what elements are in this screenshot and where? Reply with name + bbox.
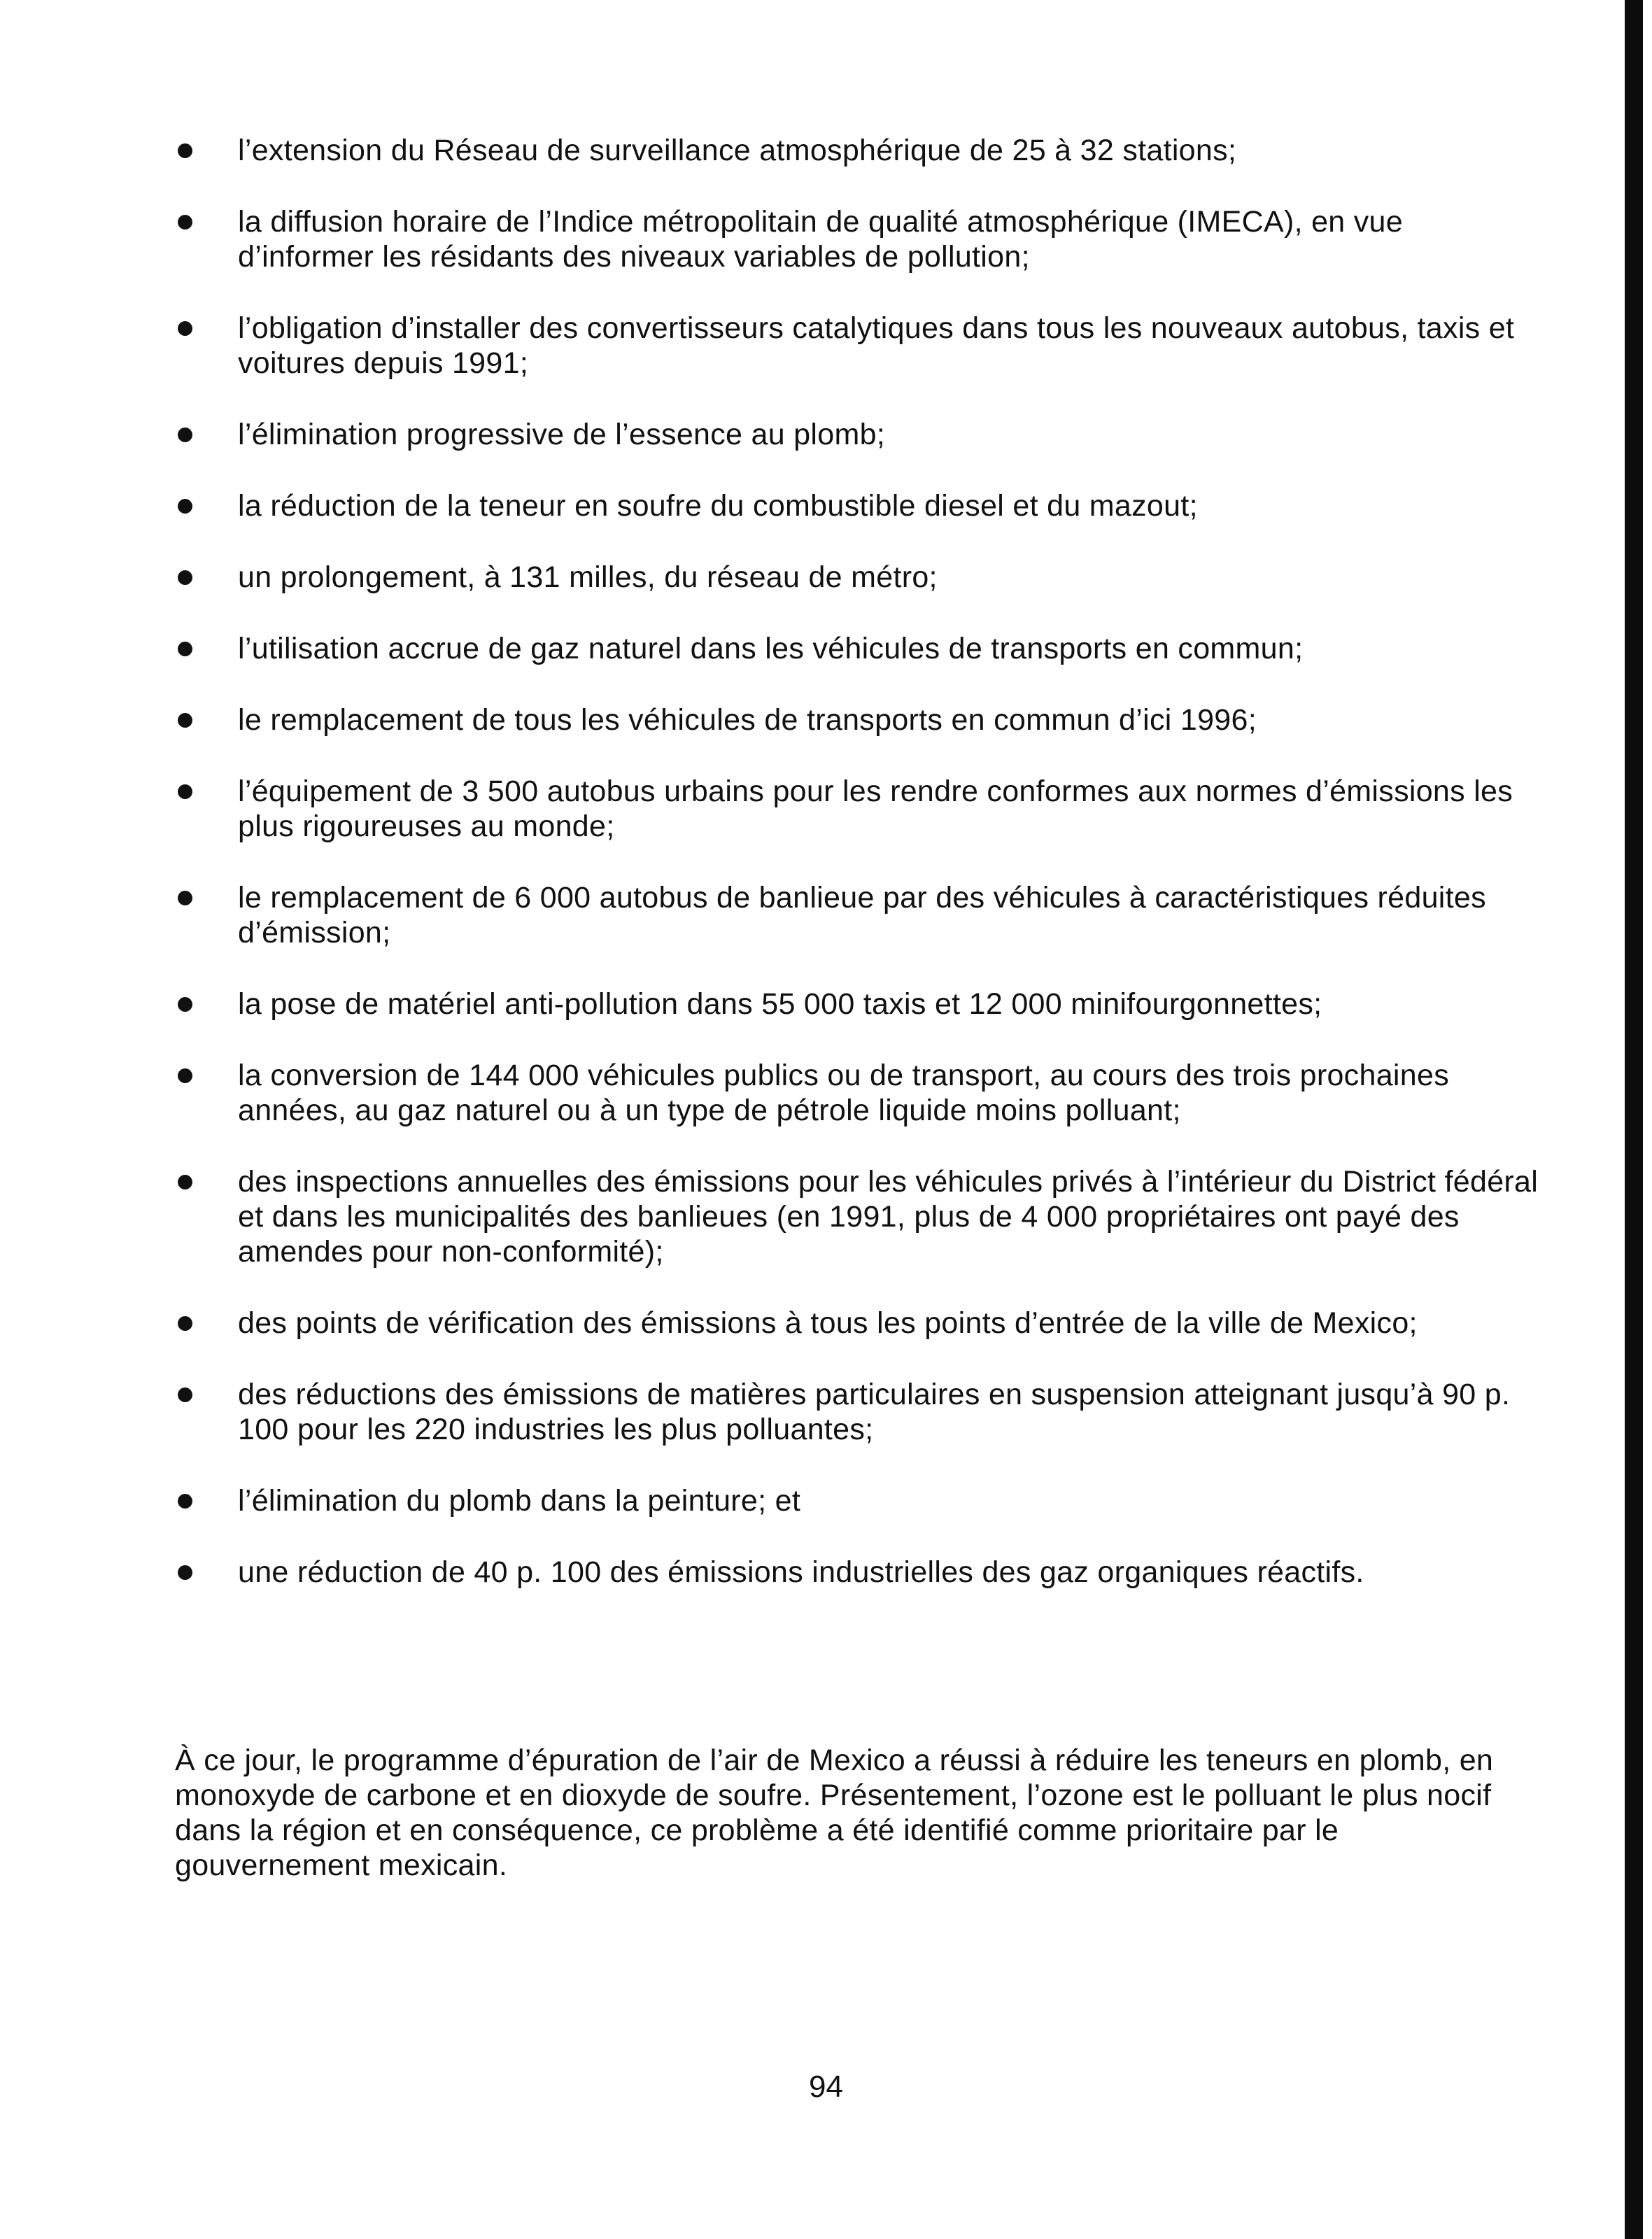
list-item-text: l’élimination progressive de l’essence au plomb;: [238, 418, 886, 451]
bullet-icon: [178, 1068, 192, 1083]
bullet-icon: [178, 642, 192, 656]
bullet-icon: [178, 1175, 192, 1189]
list-item-text: une réduction de 40 p. 100 des émissions industrielles des gaz organiques réactifs.: [238, 1555, 1364, 1589]
list-item-text: le remplacement de tous les véhicules de transports en commun d’ici 1996;: [238, 703, 1257, 737]
list-item-text: l’équipement de 3 500 autobus urbains pour les rendre conformes aux normes d’émissions les plus rigoureuses au monde;: [238, 775, 1513, 843]
bullet-icon: [178, 1316, 192, 1331]
list-item: [175, 774, 1546, 844]
list-item: [175, 488, 1546, 523]
list-item: [175, 1164, 1546, 1269]
bullet-icon: [178, 1565, 192, 1580]
list-item: [175, 880, 1546, 950]
list-item-text: la diffusion horaire de l’Indice métropolitain de qualité atmosphérique (IMECA), en vue d’informer les résidants des niveaux variables de pollution;: [238, 205, 1403, 274]
bullet-icon: [178, 428, 192, 442]
list-item: [175, 702, 1546, 737]
list-item: [175, 631, 1546, 666]
list-item: [175, 133, 1546, 168]
list-item: [175, 987, 1546, 1022]
bullet-icon: [178, 997, 192, 1012]
list-item: [175, 560, 1546, 595]
closing-paragraph: À ce jour, le programme d’épuration de l’air de Mexico a réussi à réduire les teneurs en plomb, en monoxyde de carbone et en dioxyde de soufre. Présentement, l’ozone est le polluant le plus nocif dans la région et en conséquence, ce problème a été identifié comme prioritaire par le gouvernement mexicain.: [175, 1744, 1494, 1882]
list-item-text: des réductions des émissions de matières particulaires en suspension atteignant jusqu’à 90 p. 100 pour les 220 industries les plus polluantes;: [238, 1378, 1511, 1446]
bullet-icon: [178, 321, 192, 336]
bullet-icon: [178, 215, 192, 229]
list-item-text: des points de vérification des émissions à tous les points d’entrée de la ville de Mexico;: [238, 1306, 1418, 1340]
list-item: [175, 1555, 1546, 1590]
bullet-icon: [178, 570, 192, 585]
list-item-text: la réduction de la teneur en soufre du combustible diesel et du mazout;: [238, 489, 1198, 523]
list-item-text: un prolongement, à 131 milles, du réseau de métro;: [238, 560, 938, 594]
list-item-text: l’utilisation accrue de gaz naturel dans les véhicules de transports en commun;: [238, 632, 1304, 665]
list-item: [175, 417, 1546, 452]
list-item-text: l’extension du Réseau de surveillance atmosphérique de 25 à 32 stations;: [238, 134, 1237, 167]
bullet-icon: [178, 891, 192, 905]
list-item-text: l’obligation d’installer des convertisseurs catalytiques dans tous les nouveaux autobus, taxis et voitures depuis 1991;: [238, 311, 1515, 380]
bullet-icon: [178, 1387, 192, 1402]
bullet-icon: [178, 143, 192, 158]
list-item-text: la pose de matériel anti-pollution dans 55 000 taxis et 12 000 minifourgonnettes;: [238, 987, 1322, 1021]
bullet-icon: [178, 713, 192, 728]
list-item: [175, 204, 1546, 274]
bullet-icon: [178, 784, 192, 799]
page-number: 94: [809, 2070, 843, 2104]
scan-edge-border: [1625, 0, 1643, 2239]
list-item: [175, 1058, 1546, 1128]
list-item-text: l’élimination du plomb dans la peinture; et: [238, 1484, 801, 1518]
list-item: [175, 1377, 1546, 1447]
list-item: [175, 1483, 1546, 1518]
list-item: [175, 311, 1546, 381]
list-item: [175, 1306, 1546, 1341]
list-item-text: des inspections annuelles des émissions pour les véhicules privés à l’intérieur du District fédéral et dans les municipalités des banlieues (en 1991, plus de 4 000 propriétaires ont payé des amendes pour non-conformité);: [238, 1165, 1539, 1269]
list-item-text: le remplacement de 6 000 autobus de banlieue par des véhicules à caractéristiques réduites d’émission;: [238, 881, 1486, 949]
bullet-icon: [178, 1494, 192, 1509]
measures-bullet-list: [175, 133, 1546, 1626]
bullet-icon: [178, 499, 192, 514]
list-item-text: la conversion de 144 000 véhicules publics ou de transport, au cours des trois prochaines années, au gaz naturel ou à un type de pétrole liquide moins polluant;: [238, 1059, 1449, 1127]
